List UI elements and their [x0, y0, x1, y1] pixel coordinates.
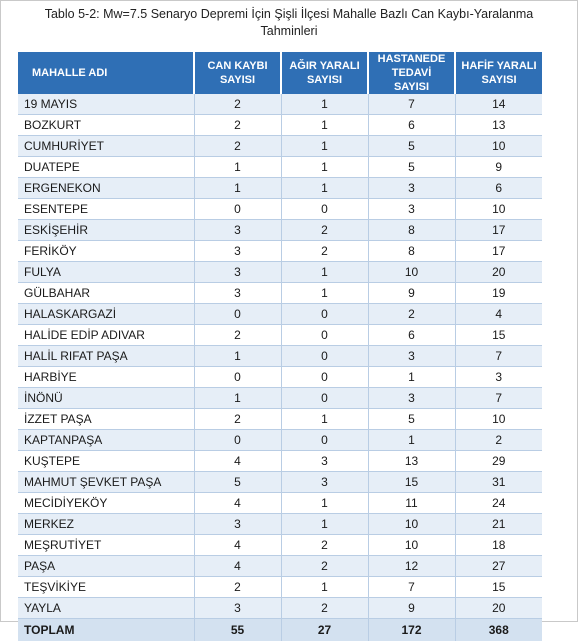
serious-injuries-cell: 1 [281, 157, 368, 178]
hospital-treatment-cell: 7 [368, 577, 455, 598]
hospital-treatment-cell: 9 [368, 598, 455, 619]
hospital-treatment-cell: 6 [368, 325, 455, 346]
deaths-cell: 2 [194, 409, 281, 430]
light-injuries-cell: 15 [455, 325, 542, 346]
neighborhood-cell: HALİDE EDİP ADIVAR [18, 325, 194, 346]
serious-injuries-cell: 2 [281, 241, 368, 262]
serious-injuries-cell: 1 [281, 136, 368, 157]
table-caption [14, 6, 564, 40]
deaths-cell: 1 [194, 178, 281, 199]
neighborhood-cell: GÜLBAHAR [18, 283, 194, 304]
deaths-cell: 2 [194, 94, 281, 115]
table-row [18, 598, 542, 619]
light-injuries-cell: 19 [455, 283, 542, 304]
serious-injuries-cell: 1 [281, 493, 368, 514]
serious-injuries-cell: 0 [281, 367, 368, 388]
neighborhood-cell: KAPTANPAŞA [18, 430, 194, 451]
header-deaths: CAN KAYBI SAYISI [194, 52, 281, 94]
hospital-treatment-cell: 13 [368, 451, 455, 472]
header-hospital-treatment: HASTANEDE TEDAVİ SAYISI [368, 52, 455, 94]
neighborhood-cell: HARBİYE [18, 367, 194, 388]
serious-injuries-cell: 0 [281, 346, 368, 367]
neighborhood-cell: PAŞA [18, 556, 194, 577]
hospital-treatment-cell: 11 [368, 493, 455, 514]
serious-injuries-cell: 1 [281, 262, 368, 283]
serious-injuries-cell: 1 [281, 577, 368, 598]
deaths-cell: 3 [194, 262, 281, 283]
deaths-cell: 1 [194, 157, 281, 178]
table-body [18, 94, 542, 619]
total-serious-injuries: 27 [281, 619, 368, 641]
hospital-treatment-cell: 10 [368, 535, 455, 556]
light-injuries-cell: 24 [455, 493, 542, 514]
serious-injuries-cell: 0 [281, 430, 368, 451]
table-row [18, 451, 542, 472]
neighborhood-cell: MAHMUT ŞEVKET PAŞA [18, 472, 194, 493]
table-row [18, 115, 542, 136]
neighborhood-cell: ERGENEKON [18, 178, 194, 199]
deaths-cell: 3 [194, 241, 281, 262]
light-injuries-cell: 17 [455, 241, 542, 262]
neighborhood-cell: BOZKURT [18, 115, 194, 136]
light-injuries-cell: 9 [455, 157, 542, 178]
hospital-treatment-cell: 3 [368, 199, 455, 220]
deaths-cell: 0 [194, 304, 281, 325]
header-serious-injuries: AĞIR YARALI SAYISI [281, 52, 368, 94]
neighborhood-cell: HALİL RIFAT PAŞA [18, 346, 194, 367]
neighborhood-cell: MERKEZ [18, 514, 194, 535]
neighborhood-cell: FULYA [18, 262, 194, 283]
light-injuries-cell: 7 [455, 388, 542, 409]
table-row [18, 304, 542, 325]
neighborhood-cell: 19 MAYIS [18, 94, 194, 115]
serious-injuries-cell: 1 [281, 283, 368, 304]
light-injuries-cell: 6 [455, 178, 542, 199]
neighborhood-cell: CUMHURİYET [18, 136, 194, 157]
serious-injuries-cell: 0 [281, 325, 368, 346]
hospital-treatment-cell: 10 [368, 514, 455, 535]
neighborhood-cell: KUŞTEPE [18, 451, 194, 472]
neighborhood-cell: MEŞRUTİYET [18, 535, 194, 556]
light-injuries-cell: 3 [455, 367, 542, 388]
neighborhood-cell: TEŞVİKİYE [18, 577, 194, 598]
deaths-cell: 1 [194, 346, 281, 367]
hospital-treatment-cell: 5 [368, 136, 455, 157]
serious-injuries-cell: 1 [281, 115, 368, 136]
serious-injuries-cell: 2 [281, 598, 368, 619]
table-row [18, 157, 542, 178]
neighborhood-cell: İZZET PAŞA [18, 409, 194, 430]
table-row [18, 493, 542, 514]
deaths-cell: 2 [194, 136, 281, 157]
table-row [18, 514, 542, 535]
neighborhood-cell: HALASKARGAZİ [18, 304, 194, 325]
deaths-cell: 3 [194, 598, 281, 619]
deaths-cell: 3 [194, 220, 281, 241]
deaths-cell: 0 [194, 430, 281, 451]
serious-injuries-cell: 2 [281, 535, 368, 556]
light-injuries-cell: 4 [455, 304, 542, 325]
table-row [18, 346, 542, 367]
hospital-treatment-cell: 9 [368, 283, 455, 304]
table-row [18, 262, 542, 283]
neighborhood-cell: DUATEPE [18, 157, 194, 178]
table-row [18, 283, 542, 304]
hospital-treatment-cell: 1 [368, 430, 455, 451]
hospital-treatment-cell: 7 [368, 94, 455, 115]
light-injuries-cell: 17 [455, 220, 542, 241]
neighborhood-cell: FERİKÖY [18, 241, 194, 262]
caption-line-1: Tablo 5-2: Mw=7.5 Senaryo Depremi İçin Şişli İlçesi Mahalle Bazlı Can Kaybı-Yaralanma [14, 6, 564, 23]
table-row [18, 136, 542, 157]
hospital-treatment-cell: 8 [368, 220, 455, 241]
table-header [18, 52, 542, 94]
light-injuries-cell: 10 [455, 199, 542, 220]
light-injuries-cell: 21 [455, 514, 542, 535]
deaths-cell: 2 [194, 115, 281, 136]
neighborhood-cell: ESENTEPE [18, 199, 194, 220]
table-row [18, 409, 542, 430]
hospital-treatment-cell: 8 [368, 241, 455, 262]
hospital-treatment-cell: 15 [368, 472, 455, 493]
deaths-cell: 4 [194, 556, 281, 577]
hospital-treatment-cell: 3 [368, 388, 455, 409]
header-row [18, 52, 542, 94]
light-injuries-cell: 29 [455, 451, 542, 472]
light-injuries-cell: 2 [455, 430, 542, 451]
neighborhood-cell: MECİDİYEKÖY [18, 493, 194, 514]
deaths-cell: 4 [194, 535, 281, 556]
light-injuries-cell: 15 [455, 577, 542, 598]
deaths-cell: 0 [194, 199, 281, 220]
serious-injuries-cell: 2 [281, 556, 368, 577]
table-row [18, 430, 542, 451]
deaths-cell: 2 [194, 577, 281, 598]
table-row [18, 220, 542, 241]
hospital-treatment-cell: 5 [368, 157, 455, 178]
serious-injuries-cell: 0 [281, 304, 368, 325]
light-injuries-cell: 20 [455, 262, 542, 283]
table-row [18, 325, 542, 346]
serious-injuries-cell: 1 [281, 409, 368, 430]
light-injuries-cell: 31 [455, 472, 542, 493]
deaths-cell: 4 [194, 451, 281, 472]
hospital-treatment-cell: 3 [368, 178, 455, 199]
serious-injuries-cell: 1 [281, 94, 368, 115]
header-neighborhood: MAHALLE ADI [18, 52, 194, 94]
light-injuries-cell: 27 [455, 556, 542, 577]
deaths-cell: 2 [194, 325, 281, 346]
light-injuries-cell: 20 [455, 598, 542, 619]
hospital-treatment-cell: 10 [368, 262, 455, 283]
deaths-cell: 3 [194, 514, 281, 535]
table-row [18, 556, 542, 577]
table-row [18, 367, 542, 388]
table-row [18, 577, 542, 598]
light-injuries-cell: 10 [455, 136, 542, 157]
table-row [18, 472, 542, 493]
deaths-cell: 4 [194, 493, 281, 514]
table-row [18, 241, 542, 262]
hospital-treatment-cell: 5 [368, 409, 455, 430]
deaths-cell: 1 [194, 388, 281, 409]
light-injuries-cell: 14 [455, 94, 542, 115]
serious-injuries-cell: 0 [281, 388, 368, 409]
casualty-table [18, 52, 542, 641]
total-light-injuries: 368 [455, 619, 542, 641]
table-row [18, 94, 542, 115]
serious-injuries-cell: 3 [281, 472, 368, 493]
deaths-cell: 0 [194, 367, 281, 388]
serious-injuries-cell: 3 [281, 451, 368, 472]
light-injuries-cell: 13 [455, 115, 542, 136]
neighborhood-cell: ESKİŞEHİR [18, 220, 194, 241]
caption-line-2: Tahminleri [14, 23, 564, 40]
deaths-cell: 3 [194, 283, 281, 304]
total-deaths: 55 [194, 619, 281, 641]
serious-injuries-cell: 0 [281, 199, 368, 220]
table-row [18, 199, 542, 220]
hospital-treatment-cell: 6 [368, 115, 455, 136]
hospital-treatment-cell: 3 [368, 346, 455, 367]
total-hospital-treatment: 172 [368, 619, 455, 641]
neighborhood-cell: İNÖNÜ [18, 388, 194, 409]
light-injuries-cell: 10 [455, 409, 542, 430]
light-injuries-cell: 7 [455, 346, 542, 367]
serious-injuries-cell: 1 [281, 514, 368, 535]
deaths-cell: 5 [194, 472, 281, 493]
table-row [18, 178, 542, 199]
light-injuries-cell: 18 [455, 535, 542, 556]
header-light-injuries: HAFİF YARALI SAYISI [455, 52, 542, 94]
hospital-treatment-cell: 12 [368, 556, 455, 577]
hospital-treatment-cell: 1 [368, 367, 455, 388]
table-row [18, 388, 542, 409]
total-label: TOPLAM [18, 619, 194, 641]
table-row [18, 535, 542, 556]
serious-injuries-cell: 1 [281, 178, 368, 199]
neighborhood-cell: YAYLA [18, 598, 194, 619]
serious-injuries-cell: 2 [281, 220, 368, 241]
hospital-treatment-cell: 2 [368, 304, 455, 325]
